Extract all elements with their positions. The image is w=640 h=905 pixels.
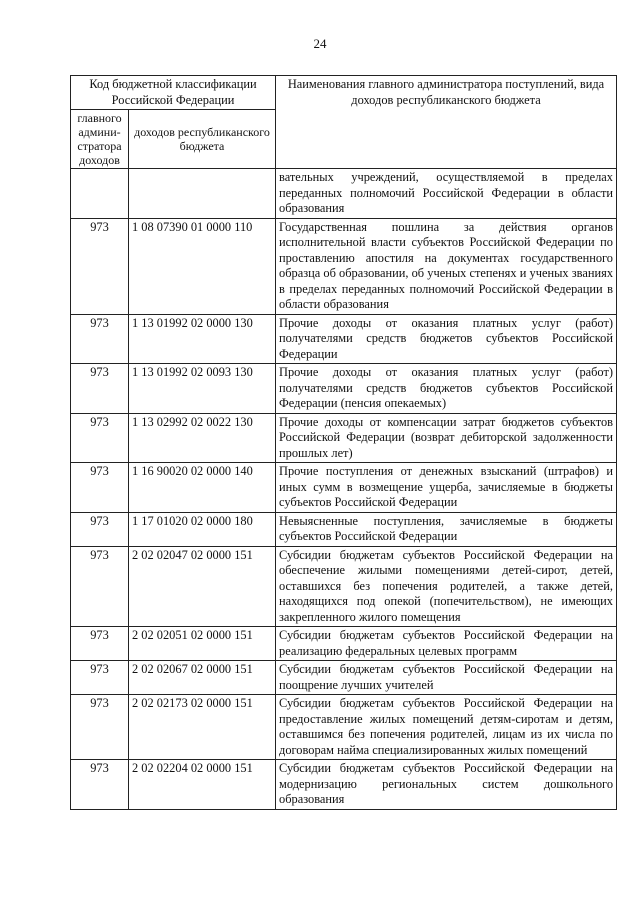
admin-code-cell: 973 [71, 546, 129, 627]
income-code-cell: 1 13 02992 02 0022 130 [129, 413, 276, 463]
income-name-cell: Прочие доходы от оказания платных услуг (работ) получателями средств бюджетов субъектов Российской Федерации (пенсия опекаемых) [276, 364, 617, 414]
income-code-cell: 1 16 90020 02 0000 140 [129, 463, 276, 513]
admin-code-cell: 973 [71, 314, 129, 364]
admin-code-cell: 973 [71, 413, 129, 463]
income-code-cell: 1 13 01992 02 0093 130 [129, 364, 276, 414]
admin-code-cell: 973 [71, 512, 129, 546]
income-name-cell: Субсидии бюджетам субъектов Российской Федерации на модернизацию региональных систем дошкольного образования [276, 760, 617, 810]
income-code-cell: 2 02 02067 02 0000 151 [129, 661, 276, 695]
admin-code-cell: 973 [71, 218, 129, 314]
table-row [71, 463, 617, 513]
admin-code-cell [71, 169, 129, 219]
header-name-column: Наименования главного администратора поступлений, вида доходов республиканского бюджета [276, 76, 617, 169]
income-code-cell: 2 02 02204 02 0000 151 [129, 760, 276, 810]
table-row [71, 218, 617, 314]
table-row [71, 695, 617, 760]
table-body [71, 169, 617, 810]
header-classification-code: Код бюджетной классификации Российской Федерации [71, 76, 276, 110]
income-code-cell: 1 13 01992 02 0000 130 [129, 314, 276, 364]
page-number: 24 [313, 36, 327, 51]
header-row-group [71, 76, 617, 110]
header-income-column: доходов республиканского бюджета [129, 110, 276, 169]
table-row [71, 627, 617, 661]
income-code-cell: 2 02 02047 02 0000 151 [129, 546, 276, 627]
admin-code-cell: 973 [71, 661, 129, 695]
header-admin-column: главного админи-стратора доходов [71, 110, 129, 169]
table-row [71, 169, 617, 219]
table-row [71, 364, 617, 414]
table-header [71, 76, 617, 169]
income-code-cell: 1 17 01020 02 0000 180 [129, 512, 276, 546]
income-name-cell: Прочие поступления от денежных взысканий (штрафов) и иных сумм в возмещение ущерба, зачисляемые в бюджеты субъектов Российской Федерации [276, 463, 617, 513]
income-name-cell: Невыясненные поступления, зачисляемые в бюджеты субъектов Российской Федерации [276, 512, 617, 546]
income-name-cell: вательных учреждений, осуществляемой в пределах переданных полномочий Российской Федерации в области образования [276, 169, 617, 219]
income-name-cell: Субсидии бюджетам субъектов Российской Федерации на поощрение лучших учителей [276, 661, 617, 695]
income-name-cell: Прочие доходы от оказания платных услуг (работ) получателями средств бюджетов субъектов Российской Федерации [276, 314, 617, 364]
table-row [71, 546, 617, 627]
table-row [71, 413, 617, 463]
admin-code-cell: 973 [71, 364, 129, 414]
admin-code-cell: 973 [71, 627, 129, 661]
income-name-cell: Субсидии бюджетам субъектов Российской Федерации на реализацию федеральных целевых программ [276, 627, 617, 661]
income-code-cell: 2 02 02173 02 0000 151 [129, 695, 276, 760]
table-row [71, 760, 617, 810]
budget-classification-table [70, 75, 617, 810]
admin-code-cell: 973 [71, 463, 129, 513]
income-name-cell: Субсидии бюджетам субъектов Российской Федерации на предоставление жилых помещений детям-сиротам и детям, оставшимся без попечения родителей, лицам из их числа по договорам найма специализированных жилых помещений [276, 695, 617, 760]
admin-code-cell: 973 [71, 760, 129, 810]
income-code-cell: 1 08 07390 01 0000 110 [129, 218, 276, 314]
income-code-cell: 2 02 02051 02 0000 151 [129, 627, 276, 661]
income-name-cell: Государственная пошлина за действия органов исполнительной власти субъектов Российской Федерации по проставлению апостиля на документах государственного образца об образовании, об ученых степенях и ученых званиях в пределах переданных полномочий Российской Федерации в области образования [276, 218, 617, 314]
table-row [71, 314, 617, 364]
income-name-cell: Субсидии бюджетам субъектов Российской Федерации на обеспечение жилыми помещениями детей-сирот, детей, оставшихся без попечения родителей, а также детей, находящихся под опекой (попечительством), не имеющих закрепленного жилого помещения [276, 546, 617, 627]
admin-code-cell: 973 [71, 695, 129, 760]
table-row [71, 661, 617, 695]
table-row [71, 512, 617, 546]
income-name-cell: Прочие доходы от компенсации затрат бюджетов субъектов Российской Федерации (возврат дебиторской задолженности прошлых лет) [276, 413, 617, 463]
income-code-cell [129, 169, 276, 219]
